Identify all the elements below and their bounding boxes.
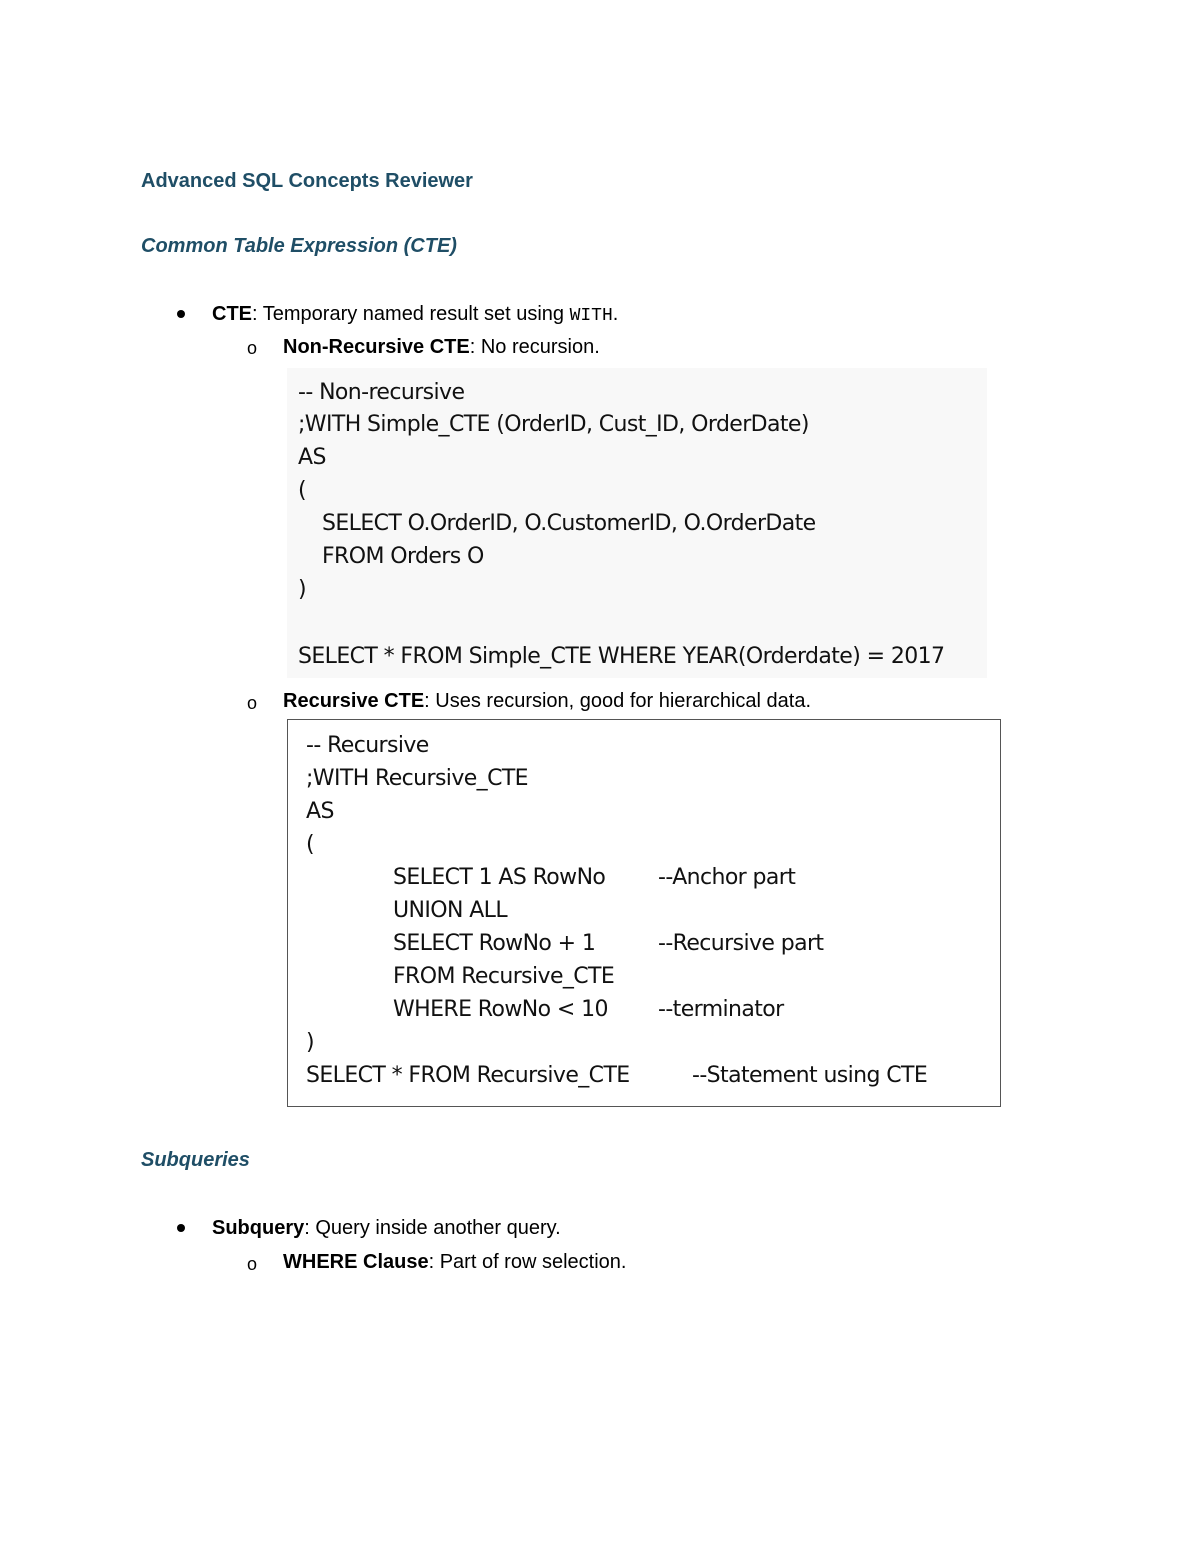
term-where-clause: WHERE Clause <box>283 1251 429 1273</box>
code-line: SELECT RowNo + 1 <box>393 931 596 956</box>
bullet-text-end: . <box>612 303 619 325</box>
bullet-text: : Query inside another query. <box>304 1217 561 1239</box>
code-line: -- Non-recursive <box>298 380 465 405</box>
code-line: SELECT * FROM Recursive_CTE <box>306 1063 630 1088</box>
sub-bullet-recursive <box>283 689 811 713</box>
bullet-icon <box>177 310 185 318</box>
sub-bullet-text: : No recursion. <box>469 336 600 358</box>
code-line: SELECT O.OrderID, O.CustomerID, O.OrderDate <box>322 511 816 536</box>
code-comment: --Statement using CTE <box>692 1063 928 1088</box>
code-line: FROM Recursive_CTE <box>393 964 615 989</box>
term-cte: CTE <box>212 303 252 325</box>
term-recursive: Recursive CTE <box>283 690 425 712</box>
code-block-recursive <box>287 719 1001 1107</box>
sub-bullet-icon: o <box>247 693 258 713</box>
bullet-text: : Temporary named result set using <box>252 303 570 325</box>
sub-bullet-text: : Uses recursion, good for hierarchical data. <box>424 690 812 712</box>
section-heading-subqueries: Subqueries <box>141 1149 250 1171</box>
code-comment: --Recursive part <box>658 931 824 956</box>
code-line: FROM Orders O <box>322 544 484 569</box>
sub-bullet-non-recursive <box>283 335 600 359</box>
bullet-cte <box>212 302 618 328</box>
code-comment: --terminator <box>658 997 784 1022</box>
code-block-non-recursive <box>287 368 987 678</box>
sub-bullet-icon: o <box>247 338 258 358</box>
section-heading-cte: Common Table Expression (CTE) <box>141 235 457 257</box>
code-line: AS <box>306 799 334 824</box>
term-non-recursive: Non-Recursive CTE <box>283 336 470 358</box>
code-line: AS <box>298 445 326 470</box>
sub-bullet-where-clause <box>283 1250 626 1274</box>
inline-code: WITH <box>569 306 613 326</box>
code-line: ) <box>306 1030 314 1055</box>
sub-bullet-icon: o <box>247 1254 258 1274</box>
code-line: ( <box>306 832 314 857</box>
code-line: -- Recursive <box>306 733 429 758</box>
code-line: ( <box>298 478 306 503</box>
bullet-subquery <box>212 1216 561 1240</box>
code-line: UNION ALL <box>393 898 507 923</box>
term-subquery: Subquery <box>212 1217 305 1239</box>
code-line: WHERE RowNo < 10 <box>393 997 608 1022</box>
sub-bullet-text: : Part of row selection. <box>428 1251 627 1273</box>
code-line: SELECT * FROM Simple_CTE WHERE YEAR(Orderdate) = 2017 <box>298 644 945 669</box>
bullet-icon <box>177 1224 185 1232</box>
code-comment: --Anchor part <box>658 865 796 890</box>
code-line: ) <box>298 577 306 602</box>
code-line: ;WITH Simple_CTE (OrderID, Cust_ID, OrderDate) <box>298 412 809 437</box>
document-title: Advanced SQL Concepts Reviewer <box>141 170 473 192</box>
code-line: SELECT 1 AS RowNo <box>393 865 606 890</box>
code-line: ;WITH Recursive_CTE <box>306 766 528 791</box>
